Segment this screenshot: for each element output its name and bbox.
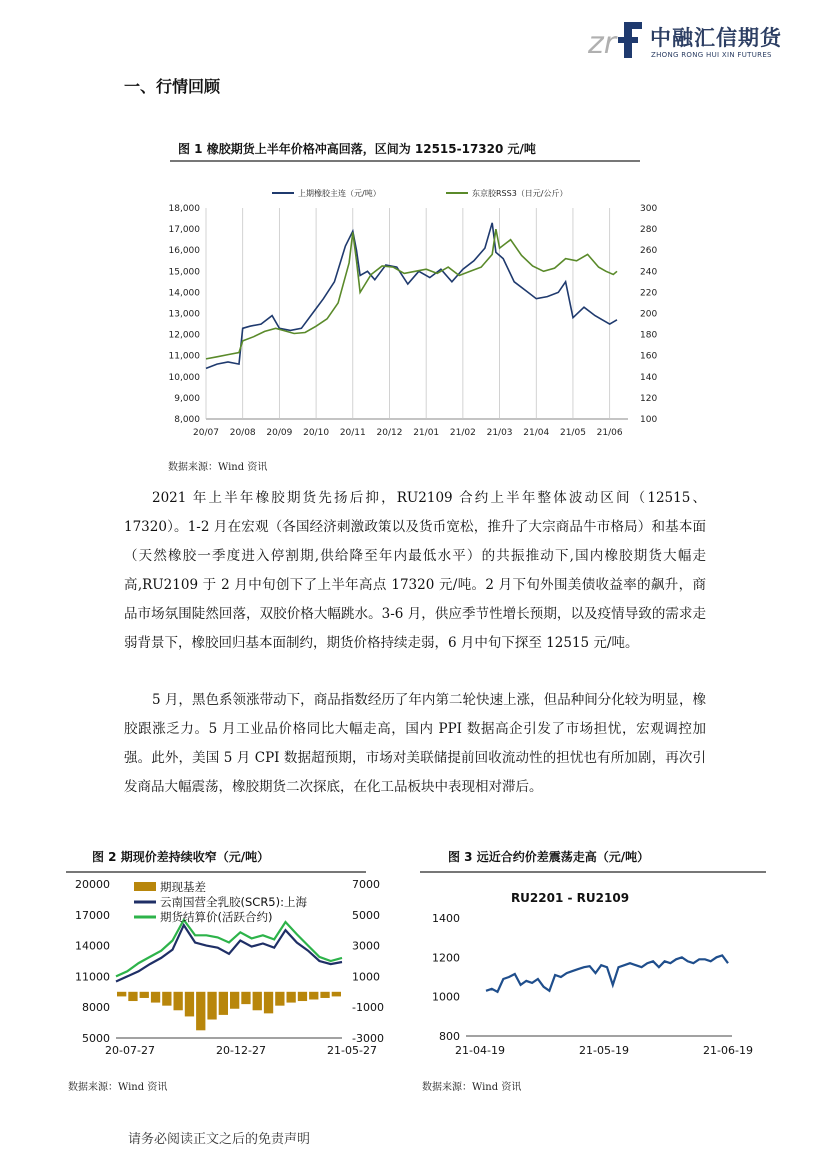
chart1-x-tick-label: 21/06 <box>596 428 623 438</box>
chart1-y-left-tick-label: 10,000 <box>168 372 200 383</box>
chart1-x-tick-label: 20/07 <box>193 428 219 438</box>
chart2-basis-bar <box>253 992 262 1010</box>
company-logo-text: 中融汇信期货 <box>650 26 782 50</box>
chart1-y-left-tick-label: 11,000 <box>168 351 200 362</box>
chart2-x-tick-label: 20-07-27 <box>105 1044 155 1057</box>
chart1-x-tick-label: 21/03 <box>486 428 513 438</box>
company-logo-subtext: ZHONG RONG HUI XIN FUTURES <box>651 51 772 59</box>
chart3-y-tick-label: 1000 <box>432 990 460 1004</box>
chart2-y-right-tick-label: -1000 <box>352 1001 384 1015</box>
chart2-basis-bar <box>298 992 307 1001</box>
chart1-y-left-tick-label: 18,000 <box>168 204 200 214</box>
chart2-basis-bar <box>151 992 160 1003</box>
chart2-basis-bar <box>219 992 228 1015</box>
chart1-x-tick-label: 20/09 <box>266 428 293 438</box>
svg-text:zr: zr <box>588 26 617 61</box>
chart1-y-right-tick-label: 120 <box>640 393 658 404</box>
chart3-series-line <box>486 955 728 991</box>
chart1-y-left-tick-label: 9,000 <box>174 393 200 404</box>
chart1-x-tick-label: 21/01 <box>413 428 440 438</box>
chart1-x-tick-label: 21/04 <box>523 428 550 438</box>
chart1-y-left-tick-label: 12,000 <box>168 330 200 341</box>
chart3-title: RU2201 - RU2109 <box>510 891 630 905</box>
chart3-x-tick-label: 21-04-19 <box>455 1044 505 1057</box>
figure1-title: 图 1 橡胶期货上半年价格冲高回落，区间为 12515-17320 元/吨 <box>178 142 536 156</box>
chart1-y-right-tick-label: 160 <box>640 351 658 362</box>
chart1-y-right-tick-label: 140 <box>640 372 658 383</box>
chart3-y-tick-label: 1400 <box>432 912 460 925</box>
chart1-x-tick-label: 20/08 <box>229 428 256 438</box>
chart2-basis-bar <box>128 992 137 1001</box>
chart2-basis-bar <box>230 992 239 1009</box>
chart2-y-left-tick-label: 11000 <box>75 970 110 984</box>
chart2-y-left-tick-label: 17000 <box>75 908 110 922</box>
zrf-logo-icon <box>588 20 644 60</box>
chart2-y-right-tick-label: 3000 <box>352 939 380 953</box>
chart2-basis-bar <box>117 992 126 997</box>
chart1-x-tick-label: 21/05 <box>559 428 586 438</box>
chart1-series-line-0 <box>206 223 617 369</box>
chart2-basis-bar <box>332 992 341 997</box>
chart2-basis-bar <box>264 992 273 1014</box>
chart1-y-left-tick-label: 16,000 <box>168 246 200 257</box>
chart1-y-left-tick-label: 8,000 <box>174 415 200 425</box>
chart3-y-tick-label: 800 <box>439 1030 460 1043</box>
chart2-y-left-tick-label: 8000 <box>82 1001 110 1015</box>
chart1-y-left-tick-label: 15,000 <box>168 267 200 278</box>
chart1-y-right-tick-label: 300 <box>640 204 658 214</box>
chart3-x-tick-label: 21-05-19 <box>579 1044 629 1057</box>
chart1-x-tick-label: 20/10 <box>303 428 330 438</box>
figure3-source: 数据来源：Wind 资讯 <box>422 1082 522 1093</box>
chart2-basis-bar <box>287 992 296 1003</box>
figure2-title: 图 2 期现价差持续收窄（元/吨） <box>92 850 270 864</box>
chart1-y-left-tick-label: 17,000 <box>168 225 200 236</box>
chart2-legend-label: 期现基差 <box>160 880 206 894</box>
chart2-y-left-tick-label: 20000 <box>75 878 110 891</box>
chart2-y-left-tick-label: 5000 <box>82 1032 110 1045</box>
chart1-legend-label: 上期橡胶主连（元/吨） <box>298 189 381 198</box>
chart2-basis-bar <box>174 992 183 1010</box>
chart2-legend-swatch <box>134 882 156 891</box>
chart1-y-right-tick-label: 220 <box>640 288 658 299</box>
chart2-legend-label: 云南国营全乳胶(SCR5):上海 <box>160 895 307 909</box>
paragraph-1: 2021 年上半年橡胶期货先扬后抑，RU2109 合约上半年整体波动区间（12515、17320）。1-2 月在宏观（各国经济刺激政策以及货币宽松，推升了大宗商品牛市格局）和基本面（天然橡胶一季度进入停割期,供给降至年内最低水平）的共振推动下,国内橡胶期货大幅走高,RU2109 于 2 月中旬创下了上半年高点 17320 元/吨。2 月下旬外围美债收益率的飙升，商品市场氛围陡然回落，双胶价格大幅跳水。3-6 月，供应季节性增长预期，以及疫情导致的需求走弱背景下，橡胶回归基本面制约，期货价格持续走弱，6 月中旬下探至 12515 元/吨。 <box>124 490 706 651</box>
figure1-rule <box>170 160 640 162</box>
chart3-x-tick-label: 21-06-19 <box>703 1044 753 1057</box>
chart1-y-right-tick-label: 180 <box>640 330 658 341</box>
chart2-basis-bar <box>241 992 250 1004</box>
chart2-y-right-tick-label: 7000 <box>352 878 380 891</box>
paragraph-2: 5 月，黑色系领涨带动下，商品指数经历了年内第二轮快速上涨，但品种间分化较为明显，橡胶跟涨乏力。5 月工业品价格同比大幅走高，国内 PPI 数据高企引发了市场担忧，宏观调控加强。此外，美国 5 月 CPI 数据超预期，市场对美联储提前回收流动性的担忧也有所加剧，再次引发商品大幅震荡，橡胶期货二次探底，在化工品板块中表现相对滞后。 <box>124 692 706 795</box>
chart2-legend-label: 期货结算价(活跃合约) <box>160 910 273 924</box>
chart2-basis-bar <box>140 992 149 998</box>
chart2-basis-bar <box>207 992 216 1020</box>
chart2-basis-bar <box>309 992 318 1000</box>
chart2-basis-bar <box>275 992 284 1006</box>
chart1-x-tick-label: 20/12 <box>376 428 403 438</box>
disclaimer-footer: 请务必阅读正文之后的免责声明 <box>128 1132 311 1147</box>
chart2-basis-bar <box>185 992 194 1017</box>
figure1-source: 数据来源：Wind 资讯 <box>168 462 268 473</box>
chart2-y-right-tick-label: 1000 <box>352 970 380 984</box>
chart3-y-tick-label: 1200 <box>432 951 460 965</box>
chart2-x-tick-label: 21-05-27 <box>327 1044 377 1057</box>
section-title: 一、行情回顾 <box>124 77 221 96</box>
figure2-chart <box>66 874 386 1066</box>
chart1-y-right-tick-label: 200 <box>640 309 658 320</box>
figure3-chart <box>420 878 760 1064</box>
chart1-y-left-tick-label: 14,000 <box>168 288 200 299</box>
chart1-y-right-tick-label: 100 <box>640 415 658 425</box>
figure2-source: 数据来源：Wind 资讯 <box>68 1082 168 1093</box>
chart1-y-right-tick-label: 260 <box>640 246 658 257</box>
chart2-spot-line <box>116 925 342 981</box>
chart1-y-right-tick-label: 280 <box>640 225 658 236</box>
figure2-rule <box>66 871 366 873</box>
chart1-y-right-tick-label: 240 <box>640 267 658 278</box>
chart2-y-right-tick-label: -3000 <box>352 1032 384 1045</box>
figure3-title: 图 3 远近合约价差震荡走高（元/吨） <box>448 850 650 864</box>
chart2-x-tick-label: 20-12-27 <box>216 1044 266 1057</box>
chart2-basis-bar <box>162 992 171 1006</box>
chart2-basis-bar <box>320 992 329 998</box>
chart2-y-left-tick-label: 14000 <box>75 939 110 953</box>
chart2-futures-line <box>116 920 342 977</box>
chart2-y-right-tick-label: 5000 <box>352 908 380 922</box>
chart2-basis-bar <box>196 992 205 1031</box>
chart1-x-tick-label: 20/11 <box>339 428 366 438</box>
chart1-x-tick-label: 21/02 <box>449 428 476 438</box>
figure3-rule <box>420 871 766 873</box>
figure1-chart <box>160 180 658 442</box>
chart1-y-left-tick-label: 13,000 <box>168 309 200 320</box>
chart1-legend-label: 东京胶RSS3（日元/公斤） <box>472 189 568 198</box>
